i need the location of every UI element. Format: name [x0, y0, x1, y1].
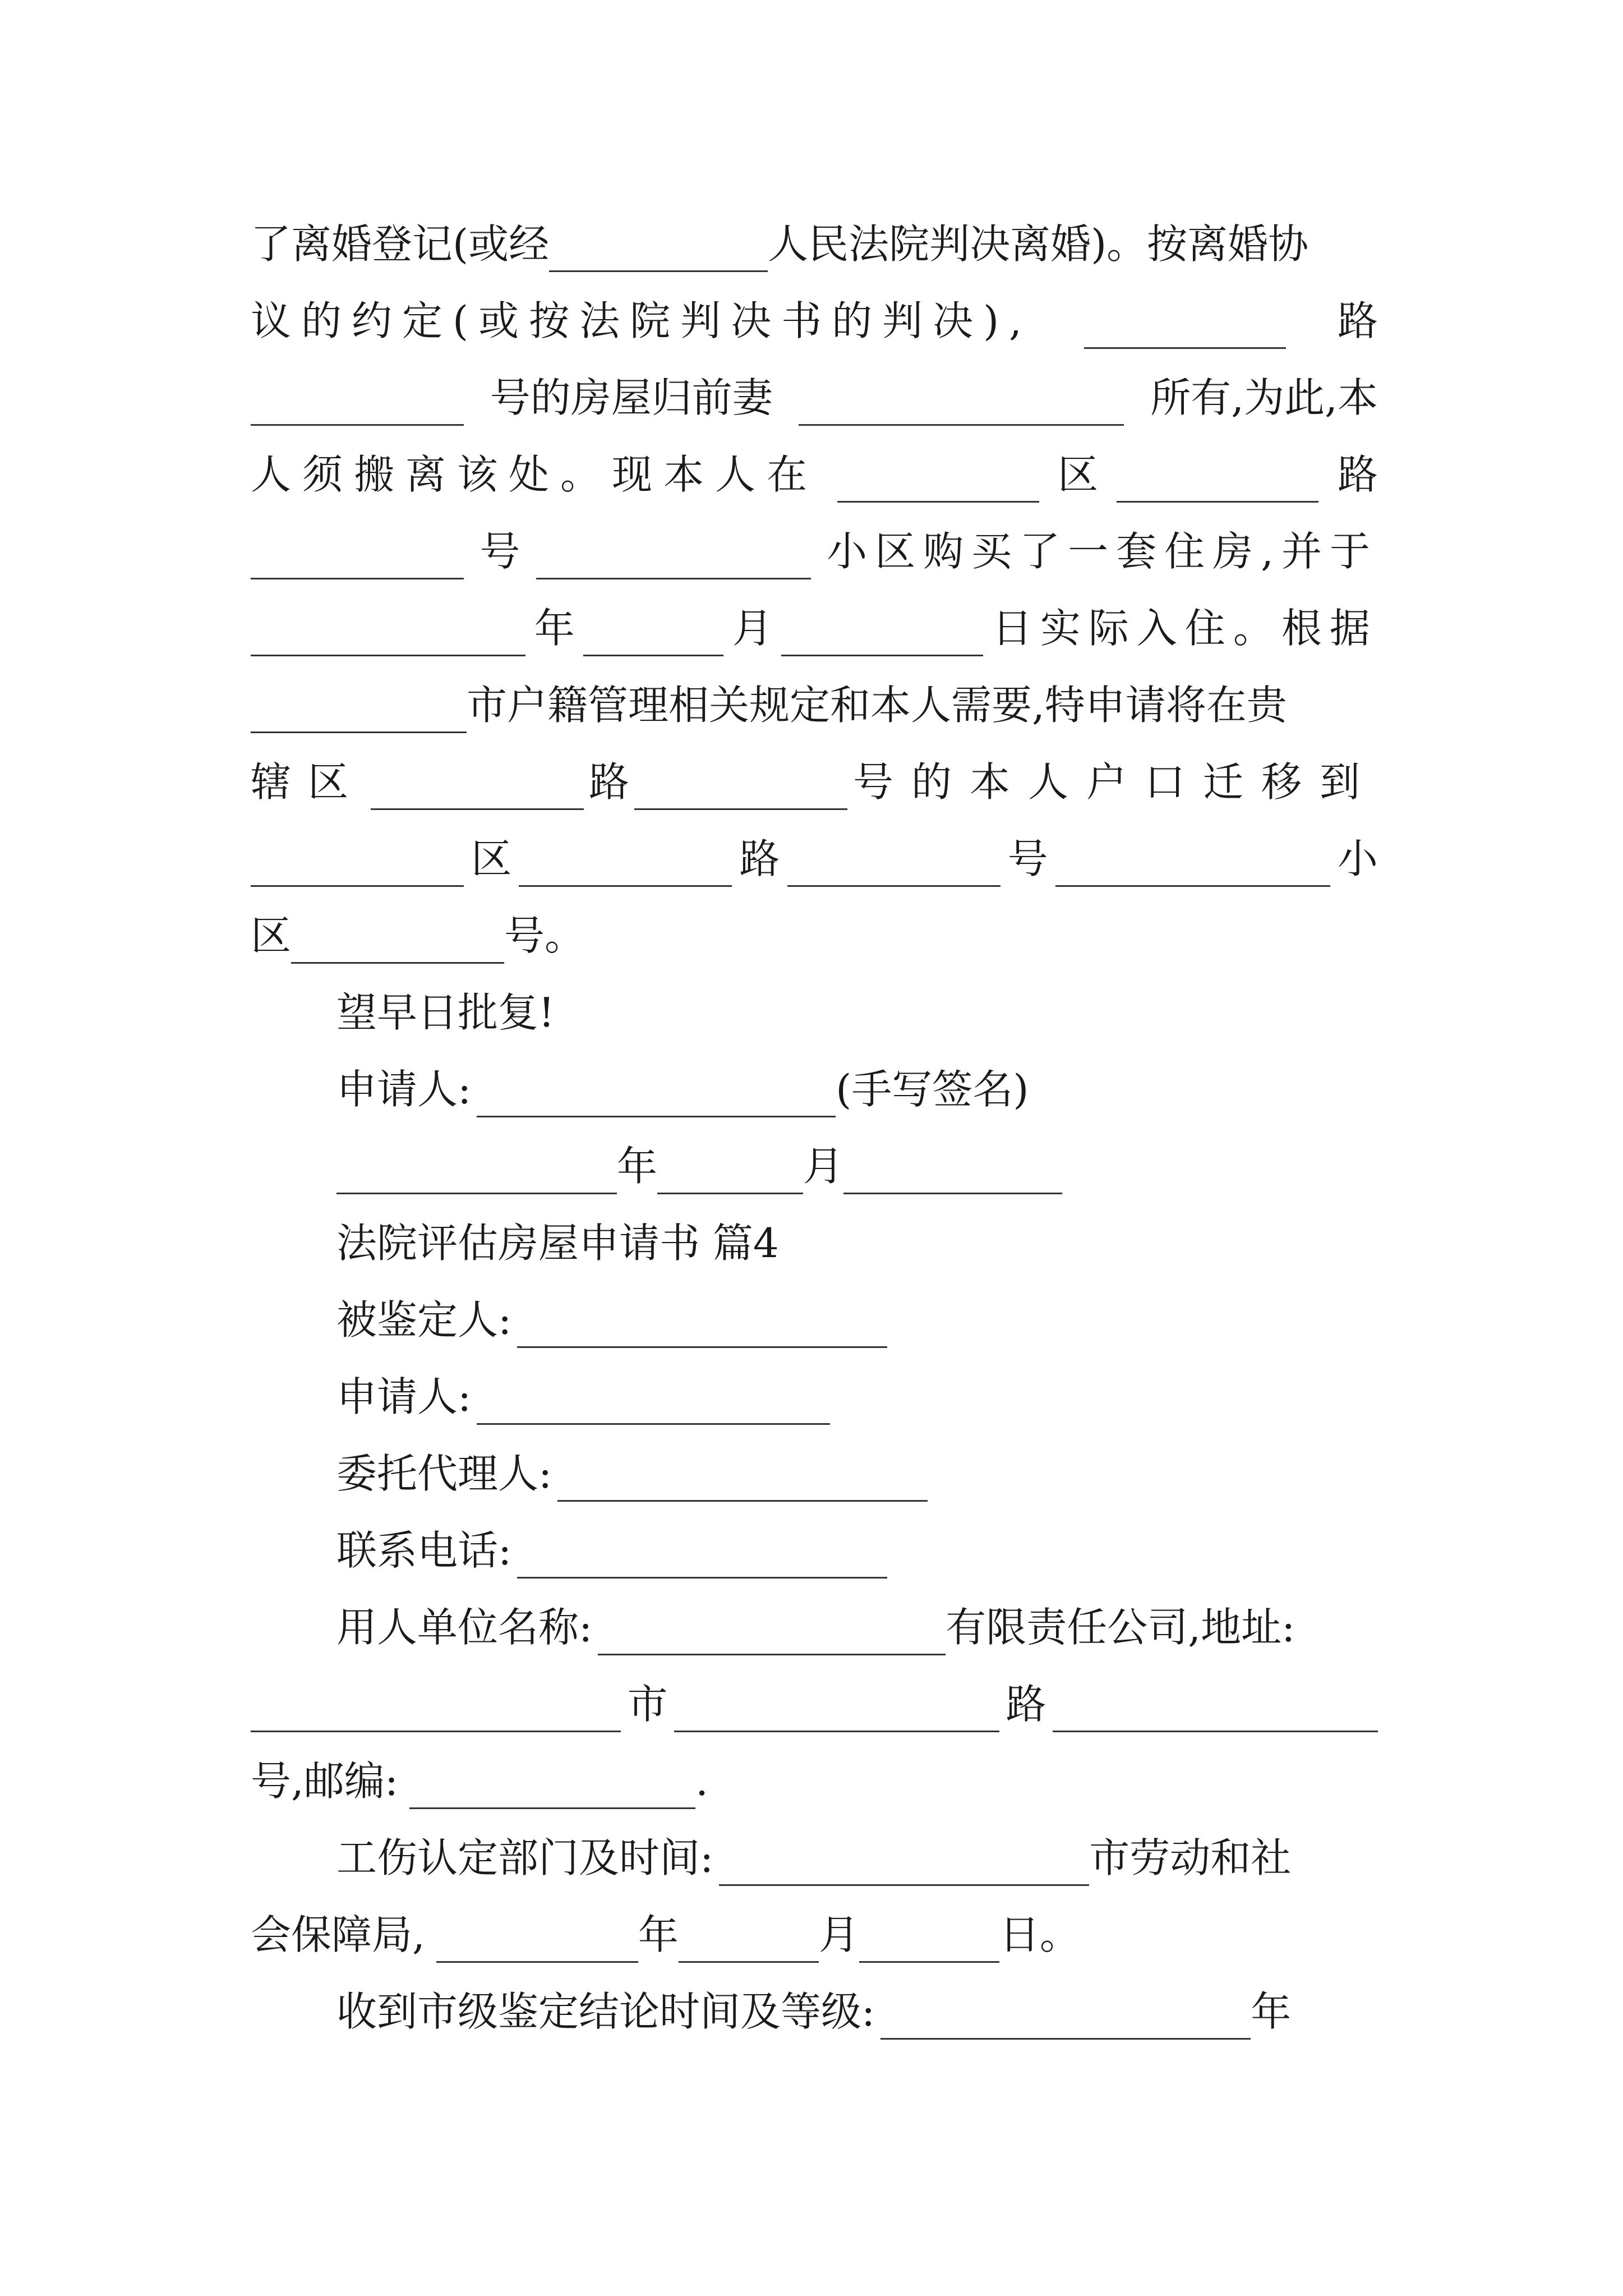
number-field[interactable]	[1053, 1691, 1378, 1732]
blank-field[interactable]	[859, 1922, 999, 1963]
text-segment: 人须搬离该处。现本人在	[251, 451, 819, 498]
text-segment: 区	[1057, 451, 1098, 498]
blank-field[interactable]	[251, 846, 464, 887]
blank-field[interactable]	[336, 1153, 617, 1194]
blank-field[interactable]	[799, 385, 1124, 426]
form-line	[336, 1446, 1346, 1502]
blank-field[interactable]	[536, 539, 811, 579]
text-segment: 号的本人户口迁移到	[852, 758, 1378, 806]
text-line	[251, 370, 1378, 426]
text-segment: 月	[732, 605, 773, 652]
form-line	[336, 1522, 1346, 1579]
text-segment: 号的房屋归前妻	[490, 374, 773, 421]
text-segment: 望早日批复!	[336, 989, 555, 1036]
text-segment: .	[695, 1757, 709, 1805]
address-line	[251, 1676, 1378, 1732]
text-line	[251, 447, 1378, 503]
text-segment: 路	[739, 835, 780, 882]
section-heading	[336, 1215, 1346, 1271]
text-segment: 年	[617, 1143, 658, 1190]
blank-field[interactable]	[549, 231, 768, 272]
text-line	[251, 600, 1378, 656]
agent-field[interactable]	[557, 1461, 928, 1502]
text-segment: 会保障局,	[251, 1911, 425, 1958]
text-segment: 市	[627, 1681, 668, 1728]
text-segment: 路	[1337, 451, 1378, 498]
text-segment: (手写签名)	[836, 1066, 1029, 1113]
text-segment: 了离婚登记(或经	[251, 220, 550, 268]
blank-field[interactable]	[371, 769, 584, 810]
blank-field[interactable]	[781, 615, 983, 656]
form-line	[336, 1369, 1346, 1425]
text-segment: 月	[803, 1143, 844, 1190]
form-line	[336, 1292, 1346, 1348]
conclusion-label: 收到市级鉴定结论时间及等级:	[336, 1988, 875, 2035]
text-line	[251, 216, 1378, 272]
text-line	[251, 523, 1378, 579]
text-segment: 小	[1337, 835, 1378, 882]
text-segment: 号	[479, 528, 520, 575]
blank-field[interactable]	[519, 846, 732, 887]
blank-field[interactable]	[1117, 462, 1318, 503]
employer-field[interactable]	[598, 1614, 946, 1655]
employer-label: 用人单位名称:	[336, 1604, 593, 1651]
form-line	[336, 1599, 1378, 1655]
appraised-field[interactable]	[517, 1307, 887, 1348]
text-segment: 申请人:	[336, 1066, 472, 1113]
section-title: 法院评估房屋申请书 篇4	[336, 1220, 779, 1267]
conclusion-field[interactable]	[880, 1999, 1251, 2040]
signature-field[interactable]	[477, 1076, 836, 1117]
phone-field[interactable]	[517, 1538, 887, 1579]
text-segment: 市户籍管理相关规定和本人需要,特申请将在贵	[467, 682, 1287, 729]
text-segment: 议的约定(或按法院判决书的判决),	[251, 297, 1032, 344]
injury-label: 工伤认定部门及时间:	[336, 1834, 714, 1881]
text-segment: 日实际入住。根据	[992, 605, 1378, 652]
text-segment: 路	[588, 758, 629, 806]
applicant-label: 申请人:	[336, 1373, 472, 1420]
blank-field[interactable]	[787, 846, 1000, 887]
blank-field[interactable]	[843, 1153, 1062, 1194]
conclusion-line	[336, 1984, 1378, 2040]
blank-field[interactable]	[679, 1922, 819, 1963]
text-segment: 年	[638, 1911, 679, 1958]
text-segment: 年	[534, 605, 575, 652]
text-line	[251, 677, 1378, 733]
text-segment: 市劳动和社	[1089, 1834, 1292, 1881]
blank-field[interactable]	[657, 1153, 803, 1194]
text-segment: 有限责任公司,地址:	[946, 1604, 1295, 1651]
injury-date-line	[251, 1907, 1378, 1963]
text-segment: 日。	[999, 1911, 1080, 1958]
blank-field[interactable]	[583, 615, 723, 656]
blank-field[interactable]	[251, 615, 525, 656]
road-field[interactable]	[674, 1691, 999, 1732]
city-field[interactable]	[251, 1691, 621, 1732]
blank-field[interactable]	[1084, 308, 1286, 349]
text-segment: 号,邮编:	[251, 1757, 399, 1805]
appraised-label: 被鉴定人:	[336, 1296, 512, 1343]
text-segment: 人民法院判决离婚)。按离婚协	[768, 220, 1309, 268]
blank-field[interactable]	[1055, 846, 1330, 887]
blank-field[interactable]	[251, 385, 464, 426]
text-segment: 辖区	[251, 758, 366, 806]
blank-field[interactable]	[436, 1922, 638, 1963]
postcode-field[interactable]	[409, 1768, 695, 1809]
blank-field[interactable]	[291, 923, 504, 964]
text-segment: 年	[1251, 1988, 1292, 2035]
applicant-field[interactable]	[477, 1384, 830, 1425]
text-segment: 号。	[504, 912, 585, 959]
text-line	[251, 754, 1378, 810]
text-segment: 区	[251, 912, 292, 959]
text-segment: 月	[818, 1911, 859, 1958]
text-line	[251, 908, 1378, 964]
injury-field[interactable]	[719, 1845, 1089, 1886]
date-line	[336, 1138, 1346, 1194]
text-segment: 小区购买了一套住房,并于	[827, 528, 1378, 575]
text-segment: 号	[1007, 835, 1048, 882]
agent-label: 委托代理人:	[336, 1450, 552, 1497]
closing-request	[336, 984, 1346, 1041]
blank-field[interactable]	[837, 462, 1039, 503]
blank-field[interactable]	[251, 539, 464, 579]
text-segment: 区	[471, 835, 512, 882]
applicant-line	[336, 1061, 1346, 1117]
postcode-line	[251, 1753, 1378, 1809]
text-segment: 路	[1006, 1681, 1046, 1728]
text-segment: 所有,为此,本	[1150, 374, 1378, 421]
text-line	[251, 293, 1378, 349]
blank-field[interactable]	[251, 692, 467, 733]
text-segment: 路	[1337, 297, 1378, 344]
injury-line	[336, 1830, 1378, 1886]
phone-label: 联系电话:	[336, 1527, 512, 1574]
text-line	[251, 831, 1378, 887]
blank-field[interactable]	[634, 769, 847, 810]
